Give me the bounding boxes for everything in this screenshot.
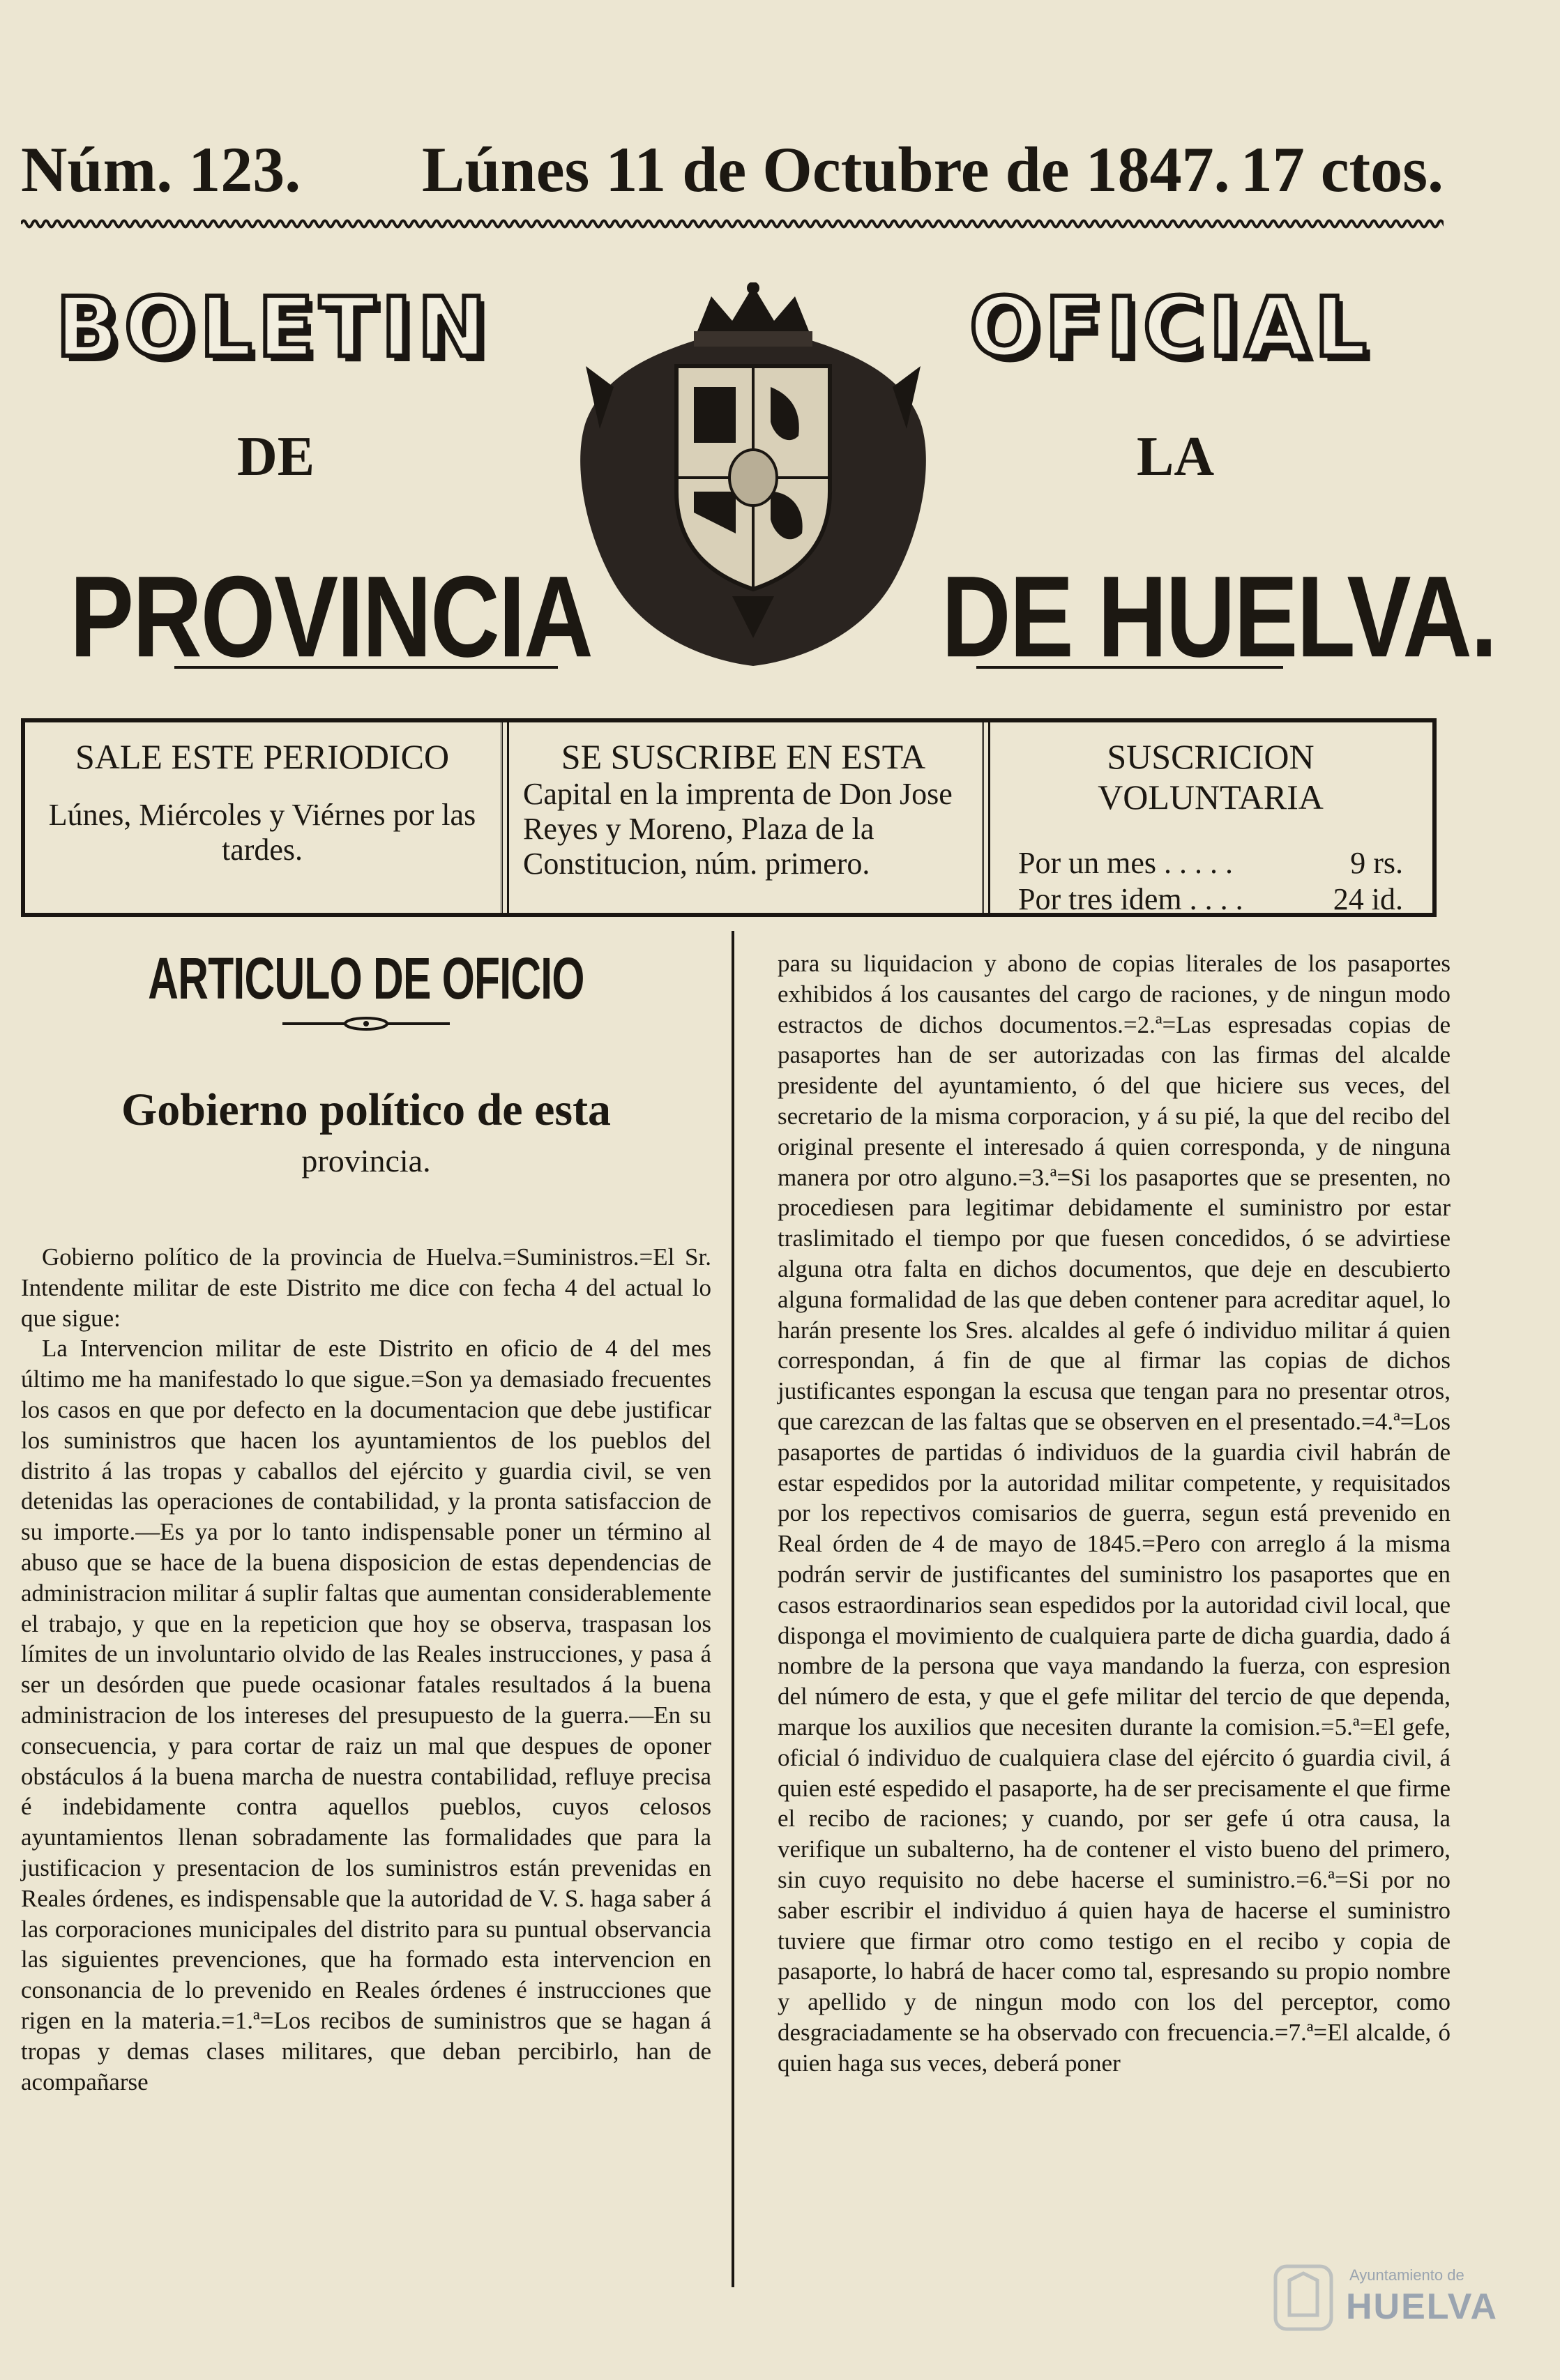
masthead-huelva: DE HUELVA.: [941, 552, 1497, 682]
masthead-rule-right: [976, 666, 1283, 669]
masthead-rule-left: [174, 666, 558, 669]
article-subtitle: provincia.: [301, 1143, 431, 1178]
section-heading: ARTICULO DE OFICIO: [148, 946, 584, 1011]
price-row: [1018, 881, 1403, 918]
info-publication-title: SALE ESTE PERIODICO: [75, 737, 450, 776]
right-column: [778, 948, 1451, 2078]
article-title: Gobierno político de esta: [121, 1084, 612, 1135]
masthead-oficial: OFICIAL: [969, 279, 1372, 375]
info-subscription-title: SE SUSCRIBE EN ESTA: [561, 737, 926, 776]
column-divider: [732, 931, 734, 2287]
issue-header: [14, 132, 1444, 209]
article-paragraph: para su liquidacion y abono de copias literales de los pasaportes exhibidos á los causantes del cargo de raciones, y de ningun modo estractos de dichos documentos.=2.ª=Las espresadas copias de pasaportes han de ser autorizadas con las firmas del alcalde presidente del ayuntamiento, ó del que hiciere sus veces, del secretario de la misma corporacion, y á su pié, la que del recibo del original presente el interesado á quien corresponda, y de ninguna manera por otro alguno.=3.ª=Si los pasaportes que se presenten, no procediesen para legitimar debidamente el suministro por estar traslimitado el tiempo por que fuesen concedidos, ó se advirtiese alguna otra falta en dichos documentos, que deje en descubierto alguna formalidad de las que deben contener para acreditar aquel, lo harán presente los Sres. alcaldes al gefe ó individuo militar á quien correspondan, á fin de que al firmar las copias de dichos justificantes espongan la escusa que tengan para no presentar otros, que carezcan de las faltas que se observen en el presentado.=4.ª=Los pasaportes de partidas ó individuos de la guardia civil habrán de estar espedidos por la autoridad militar competente, y requisitados por los repectivos comisarios de guerra, segun está prevenido en Real órden de 4 de mayo de 1845.=Pero con arreglo á la misma podrán servir de justificantes del suministro los pasaportes que en casos estraordinarios sean espedidos por la autoridad civil local, que disponga el movimiento de cualquiera parte de dicha guardia, dado á nombre de la persona que vaya mandando la fuerza, con espresion del número de esta, y que el gefe militar del tercio de que dependa, marque los auxilios que necesiten durante la comision.=5.ª=El gefe, oficial ó individuo de cualquiera clase del ejército ó guardia civil, á quien esté espedido el pasaporte, ha de ser precisamente el que firme el recibo de raciones; y cuando, por ser gefe ú otra causa, la verifique un subalterno, ha de contener el visto bueno del primero, sin cuyo requisito no debe hacerse el suministro.=6.ª=Si por no saber escribir el individuo á quien haya de hacerse el suministro tuviere que firmar otro como testigo en el recibo y copia de pasaporte, lo habrá de hacer como tal, espresando su propio nombre y apellido y de ningun modo con los del perceptor, como desgraciadamente se ha observado con frecuencia.=7.ª=El alcalde, ó quien haga sus veces, deberá poner: [778, 950, 1451, 2077]
masthead-la: LA: [1137, 426, 1215, 487]
royal-coat-of-arms-icon: [558, 282, 948, 673]
watermark-line1: Ayuntamiento de: [1349, 2266, 1464, 2284]
issue-date: Lúnes 11 de Octubre de 1847.: [422, 134, 1230, 205]
issue-number: Núm. 123.: [21, 134, 301, 205]
price-row-label: Por tres idem . . . .: [1018, 882, 1243, 916]
info-subscription-body: Capital en la imprenta de Don Jose Reyes y Moreno, Plaza de la Constitucion, núm. primero.: [523, 777, 953, 881]
masthead-de: DE: [237, 426, 315, 487]
issue-price: 17 ctos.: [1240, 134, 1444, 205]
info-box: [21, 718, 1437, 917]
article-paragraph: Gobierno político de la provincia de Huelva.=Suministros.=El Sr. Intendente militar de este Distrito me dice con fecha 4 del actual lo que sigue:: [21, 1243, 711, 1332]
price-row: [1018, 845, 1403, 881]
masthead-boletin: BOLETIN: [56, 279, 492, 375]
info-subscription: [506, 722, 980, 913]
article-body-left: [21, 1242, 711, 2097]
watermark-line2: HUELVA: [1346, 2287, 1499, 2327]
price-row-value: 9 rs.: [1350, 846, 1403, 880]
ornament-icon: [21, 1015, 711, 1035]
info-publication: [25, 722, 499, 913]
price-row-value: 24 id.: [1333, 882, 1403, 916]
info-publication-body: Lúnes, Miércoles y Viérnes por las tardes.: [48, 798, 476, 867]
article-paragraph: La Intervencion militar de este Distrito en oficio de 4 del mes último me ha manifestado lo que sigue.=Son ya demasiado frecuentes los casos en que por defecto en la documentacion que debe justificar los suministros que hacen los ayuntamientos de los pueblos del distrito á las tropas y caballos del ejército y guardia civil, se ven detenidas las operaciones de contabilidad, y la pronta satisfaccion de su importe.—Es ya por lo tanto indispensable poner un término al abuso que se hace de la buena disposicion de estas dependencias de administracion militar á suplir faltas que aumentan considerablemente el trabajo, y que en la repeticion que hoy se observa, traspasan los límites de un involuntario olvido de las Reales instrucciones, y pasa á ser un desórden que puede ocasionar fatales resultados á la buena administracion de los intereses del presupuesto de la guerra.—En su consecuencia, y para cortar de raiz un mal que despues de oponer obstáculos á la buena marcha de nuestra contabilidad, refluye precisa é indebidamente contra aquellos pueblos, cuyos celosos ayuntamientos llenan sobradamente las formalidades que para la justificacion y presentacion de los suministros están prevenidas en Reales órdenes, es indispensable que la autoridad de V. S. haga saber á las corporaciones municipales del distrito para su puntual observancia las siguientes prevenciones, que ha formado esta intervencion en consonancia de lo prevenido en Reales órdenes é instrucciones que rigen en la materia.=1.ª=Los recibos de suministros que se hagan á tropas y demas clases militares, que deban percibirlo, han de acompañarse: [21, 1335, 711, 2095]
article-body-right: [778, 948, 1451, 2078]
info-prices-title: SUSCRICION VOLUNTARIA: [1098, 737, 1324, 817]
price-row-label: Por un mes . . . . .: [1018, 846, 1233, 880]
left-column: [21, 938, 711, 2097]
wavy-rule: [21, 216, 1444, 232]
info-prices: [987, 722, 1434, 916]
masthead-provincia: PROVINCIA: [70, 552, 592, 682]
